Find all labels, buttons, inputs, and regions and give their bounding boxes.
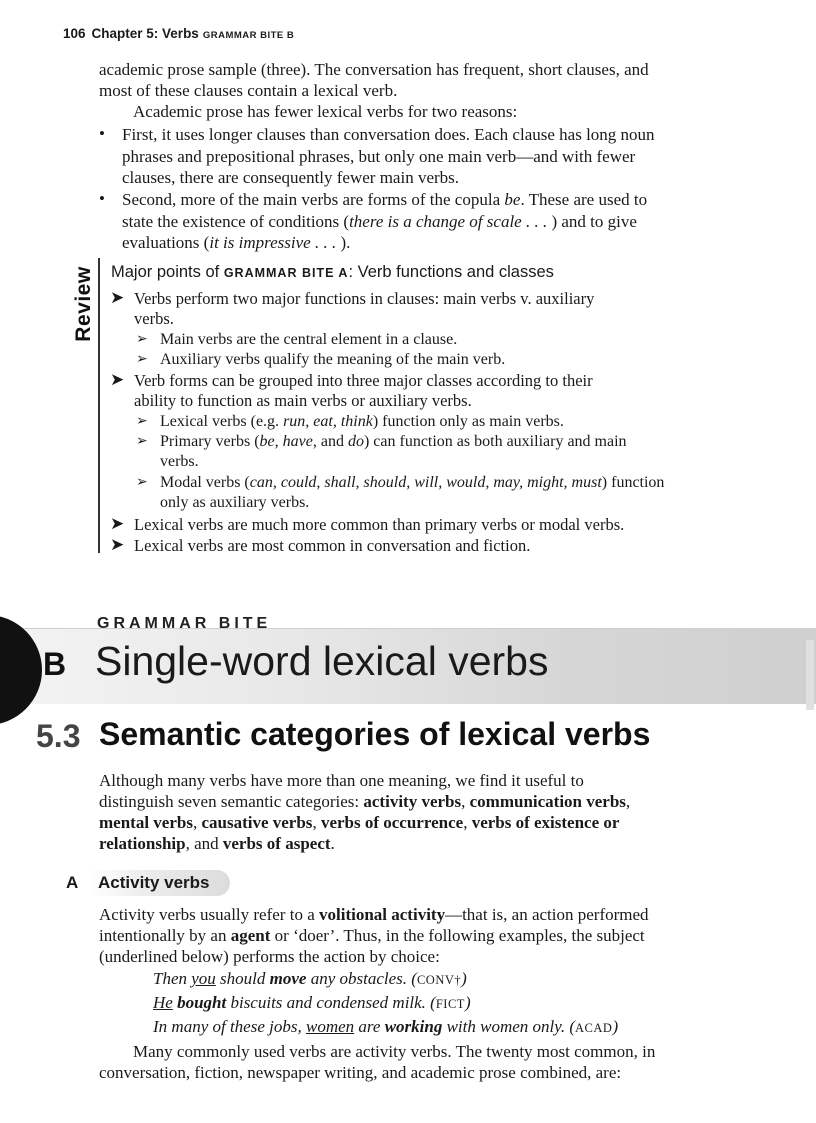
bite-letter: B: [43, 646, 67, 682]
closing-line: conversation, fiction, newspaper writing, and academic prose combined, are:: [99, 1063, 622, 1082]
section-line: Although many verbs have more than one meaning, we find it useful to: [99, 771, 584, 790]
arrow-subbullet-icon: ➢: [136, 332, 148, 347]
arrow-bullet-icon: ➤: [110, 288, 125, 307]
section-line: distinguish seven semantic categories: activity verbs, communication verbs,: [99, 792, 631, 811]
closing-line: Many commonly used verbs are activity verbs. The twenty most common, in: [133, 1042, 656, 1061]
chapter-title: Chapter 5: Verbs: [91, 26, 199, 41]
intro-line: Academic prose has fewer lexical verbs for two reasons:: [133, 102, 518, 121]
review-subpoint: Modal verbs (can, could, shall, should, will, would, may, might, must) function: [160, 474, 665, 491]
review-point: Verbs perform two major functions in clauses: main verbs v. auxiliary: [134, 289, 595, 308]
bullet-dot: •: [99, 189, 105, 208]
arrow-bullet-icon: ➤: [110, 370, 125, 389]
bullet-dot: •: [99, 124, 105, 143]
example-sentence: He bought biscuits and condensed milk. (FICT): [153, 993, 471, 1012]
arrow-bullet-icon: ➤: [110, 535, 125, 554]
intro-line: most of these clauses contain a lexical verb.: [99, 81, 398, 100]
page-edge-strip: [806, 640, 814, 710]
arrow-subbullet-icon: ➢: [136, 434, 148, 449]
running-bite-label: GRAMMAR BITE B: [202, 30, 295, 41]
intro-line: academic prose sample (three). The conversation has frequent, short clauses, and: [99, 60, 649, 79]
bullet2-line: state the existence of conditions (there is a change of scale . . . ) and to give: [122, 212, 637, 231]
review-subpoint: only as auxiliary verbs.: [160, 494, 310, 511]
review-title: Major points of GRAMMAR BITE A: Verb functions and classes: [111, 263, 554, 281]
bullet1-line: First, it uses longer clauses than conversation does. Each clause has long noun: [122, 125, 655, 144]
bullet1-line: phrases and prepositional phrases, but only one main verb—and with fewer: [122, 147, 636, 166]
review-label: Review: [72, 266, 95, 342]
bullet1-line: clauses, there are consequently fewer main verbs.: [122, 168, 460, 187]
review-point: Lexical verbs are much more common than primary verbs or modal verbs.: [134, 515, 625, 534]
grammar-bite-label: GRAMMAR BITE: [97, 615, 272, 632]
review-subpoint: Main verbs are the central element in a clause.: [160, 331, 458, 348]
arrow-subbullet-icon: ➢: [136, 352, 148, 367]
page-number: 106: [63, 26, 86, 41]
review-tab: [58, 258, 98, 350]
review-subpoint: verbs.: [160, 453, 199, 470]
example-sentence: Then you should move any obstacles. (CONV†): [153, 969, 467, 988]
subsection-line: Activity verbs usually refer to a volitional activity—that is, an action performed: [99, 905, 649, 924]
review-subpoint: Lexical verbs (e.g. run, eat, think) function only as main verbs.: [160, 413, 564, 430]
arrow-subbullet-icon: ➢: [136, 475, 148, 490]
subsection-title: Activity verbs: [98, 873, 210, 892]
bullet2-line: evaluations (it is impressive . . . ).: [122, 233, 351, 252]
review-point: Verb forms can be grouped into three major classes according to their: [134, 371, 593, 390]
arrow-bullet-icon: ➤: [110, 514, 125, 533]
review-point: verbs.: [134, 309, 174, 328]
subsection-line: (underlined below) performs the action by choice:: [99, 947, 440, 966]
subsection-line: intentionally by an agent or ‘doer’. Thus, in the following examples, the subject: [99, 926, 645, 945]
section-line: relationship, and verbs of aspect.: [99, 834, 335, 853]
review-rule: [98, 258, 100, 553]
review-point: Lexical verbs are most common in conversation and fiction.: [134, 536, 531, 555]
review-point: ability to function as main verbs or auxiliary verbs.: [134, 391, 472, 410]
example-sentence: In many of these jobs, women are working with women only. (ACAD): [153, 1017, 619, 1036]
bullet2-line: Second, more of the main verbs are forms of the copula be. These are used to: [122, 190, 648, 209]
bite-title: Single-word lexical verbs: [95, 638, 549, 684]
review-subpoint: Auxiliary verbs qualify the meaning of the main verb.: [160, 351, 506, 368]
section-line: mental verbs, causative verbs, verbs of occurrence, verbs of existence or: [99, 813, 620, 832]
section-number: 5.3: [36, 718, 81, 754]
running-head: [63, 26, 294, 41]
section-title: Semantic categories of lexical verbs: [99, 716, 651, 752]
arrow-subbullet-icon: ➢: [136, 414, 148, 429]
review-subpoint: Primary verbs (be, have, and do) can function as both auxiliary and main: [160, 433, 627, 450]
subsection-letter: A: [66, 873, 79, 892]
